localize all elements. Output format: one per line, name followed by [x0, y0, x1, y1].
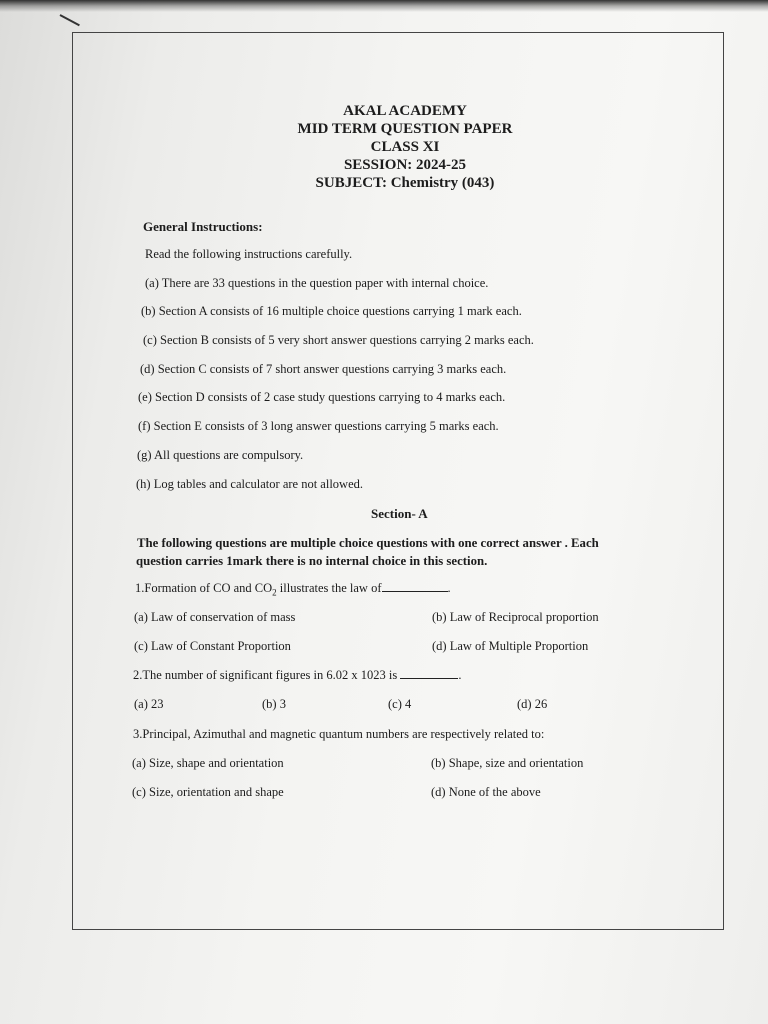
section-a-title: Section- A: [371, 506, 428, 521]
answer-blank: [400, 669, 458, 679]
subject-label: SUBJECT: Chemistry (043): [315, 175, 495, 191]
instruction-item: (a) There are 33 questions in the question paper with internal choice.: [145, 276, 489, 290]
question-3: 3.Principal, Azimuthal and magnetic quantum numbers are respectively related to:: [133, 727, 545, 741]
paper-title: MID TERM QUESTION PAPER: [297, 121, 513, 137]
instruction-item: (b) Section A consists of 16 multiple choice questions carrying 1 mark each.: [141, 304, 522, 318]
instruction-item: (d) Section C consists of 7 short answer questions carrying 3 marks each.: [140, 362, 507, 376]
option-b: (b) Shape, size and orientation: [431, 756, 584, 770]
option-a: (a) 23: [134, 697, 164, 711]
section-a-note-line2: question carries 1mark there is no internal choice in this section.: [136, 554, 488, 568]
option-c: (c) Size, orientation and shape: [132, 785, 284, 799]
option-d: (d) Law of Multiple Proportion: [432, 639, 589, 653]
option-a: (a) Size, shape and orientation: [132, 756, 284, 770]
instruction-item: (c) Section B consists of 5 very short answer questions carrying 2 marks each.: [143, 333, 534, 347]
option-d: (d) 26: [517, 697, 548, 711]
pen-mark: [60, 14, 80, 26]
instructions-intro: Read the following instructions carefully.: [145, 247, 353, 261]
instruction-item: (g) All questions are compulsory.: [137, 448, 304, 462]
instruction-item: (e) Section D consists of 2 case study questions carrying to 4 marks each.: [138, 390, 506, 404]
instruction-item: (h) Log tables and calculator are not allowed.: [136, 477, 363, 491]
question-2-end: .: [458, 668, 462, 682]
question-1-text-tail: illustrates the law of: [276, 581, 382, 595]
school-name: AKAL ACADEMY: [343, 103, 467, 119]
question-1-end: .: [447, 581, 451, 595]
instruction-item: (f) Section E consists of 3 long answer questions carrying 5 marks each.: [138, 419, 499, 433]
answer-blank: [382, 582, 448, 592]
class-label: CLASS XI: [370, 139, 440, 155]
option-d: (d) None of the above: [431, 785, 541, 799]
top-shadow: [0, 0, 768, 12]
question-1: [135, 581, 451, 598]
option-b: (b) Law of Reciprocal proportion: [432, 610, 599, 624]
question-2: [133, 668, 461, 683]
option-c: (c) 4: [388, 697, 412, 711]
session-label: SESSION: 2024-25: [343, 157, 467, 173]
question-1-text: 1.Formation of CO and CO: [135, 581, 273, 595]
option-b: (b) 3: [262, 697, 286, 711]
instructions-title: General Instructions:: [143, 219, 263, 234]
option-c: (c) Law of Constant Proportion: [134, 639, 291, 653]
section-a-note-line1: The following questions are multiple choice questions with one correct answer . Each: [137, 536, 599, 550]
option-a: (a) Law of conservation of mass: [134, 610, 296, 624]
question-2-text: 2.The number of significant figures in 6.02 x 1023 is: [133, 668, 398, 682]
subscript-2: 2: [272, 587, 277, 598]
